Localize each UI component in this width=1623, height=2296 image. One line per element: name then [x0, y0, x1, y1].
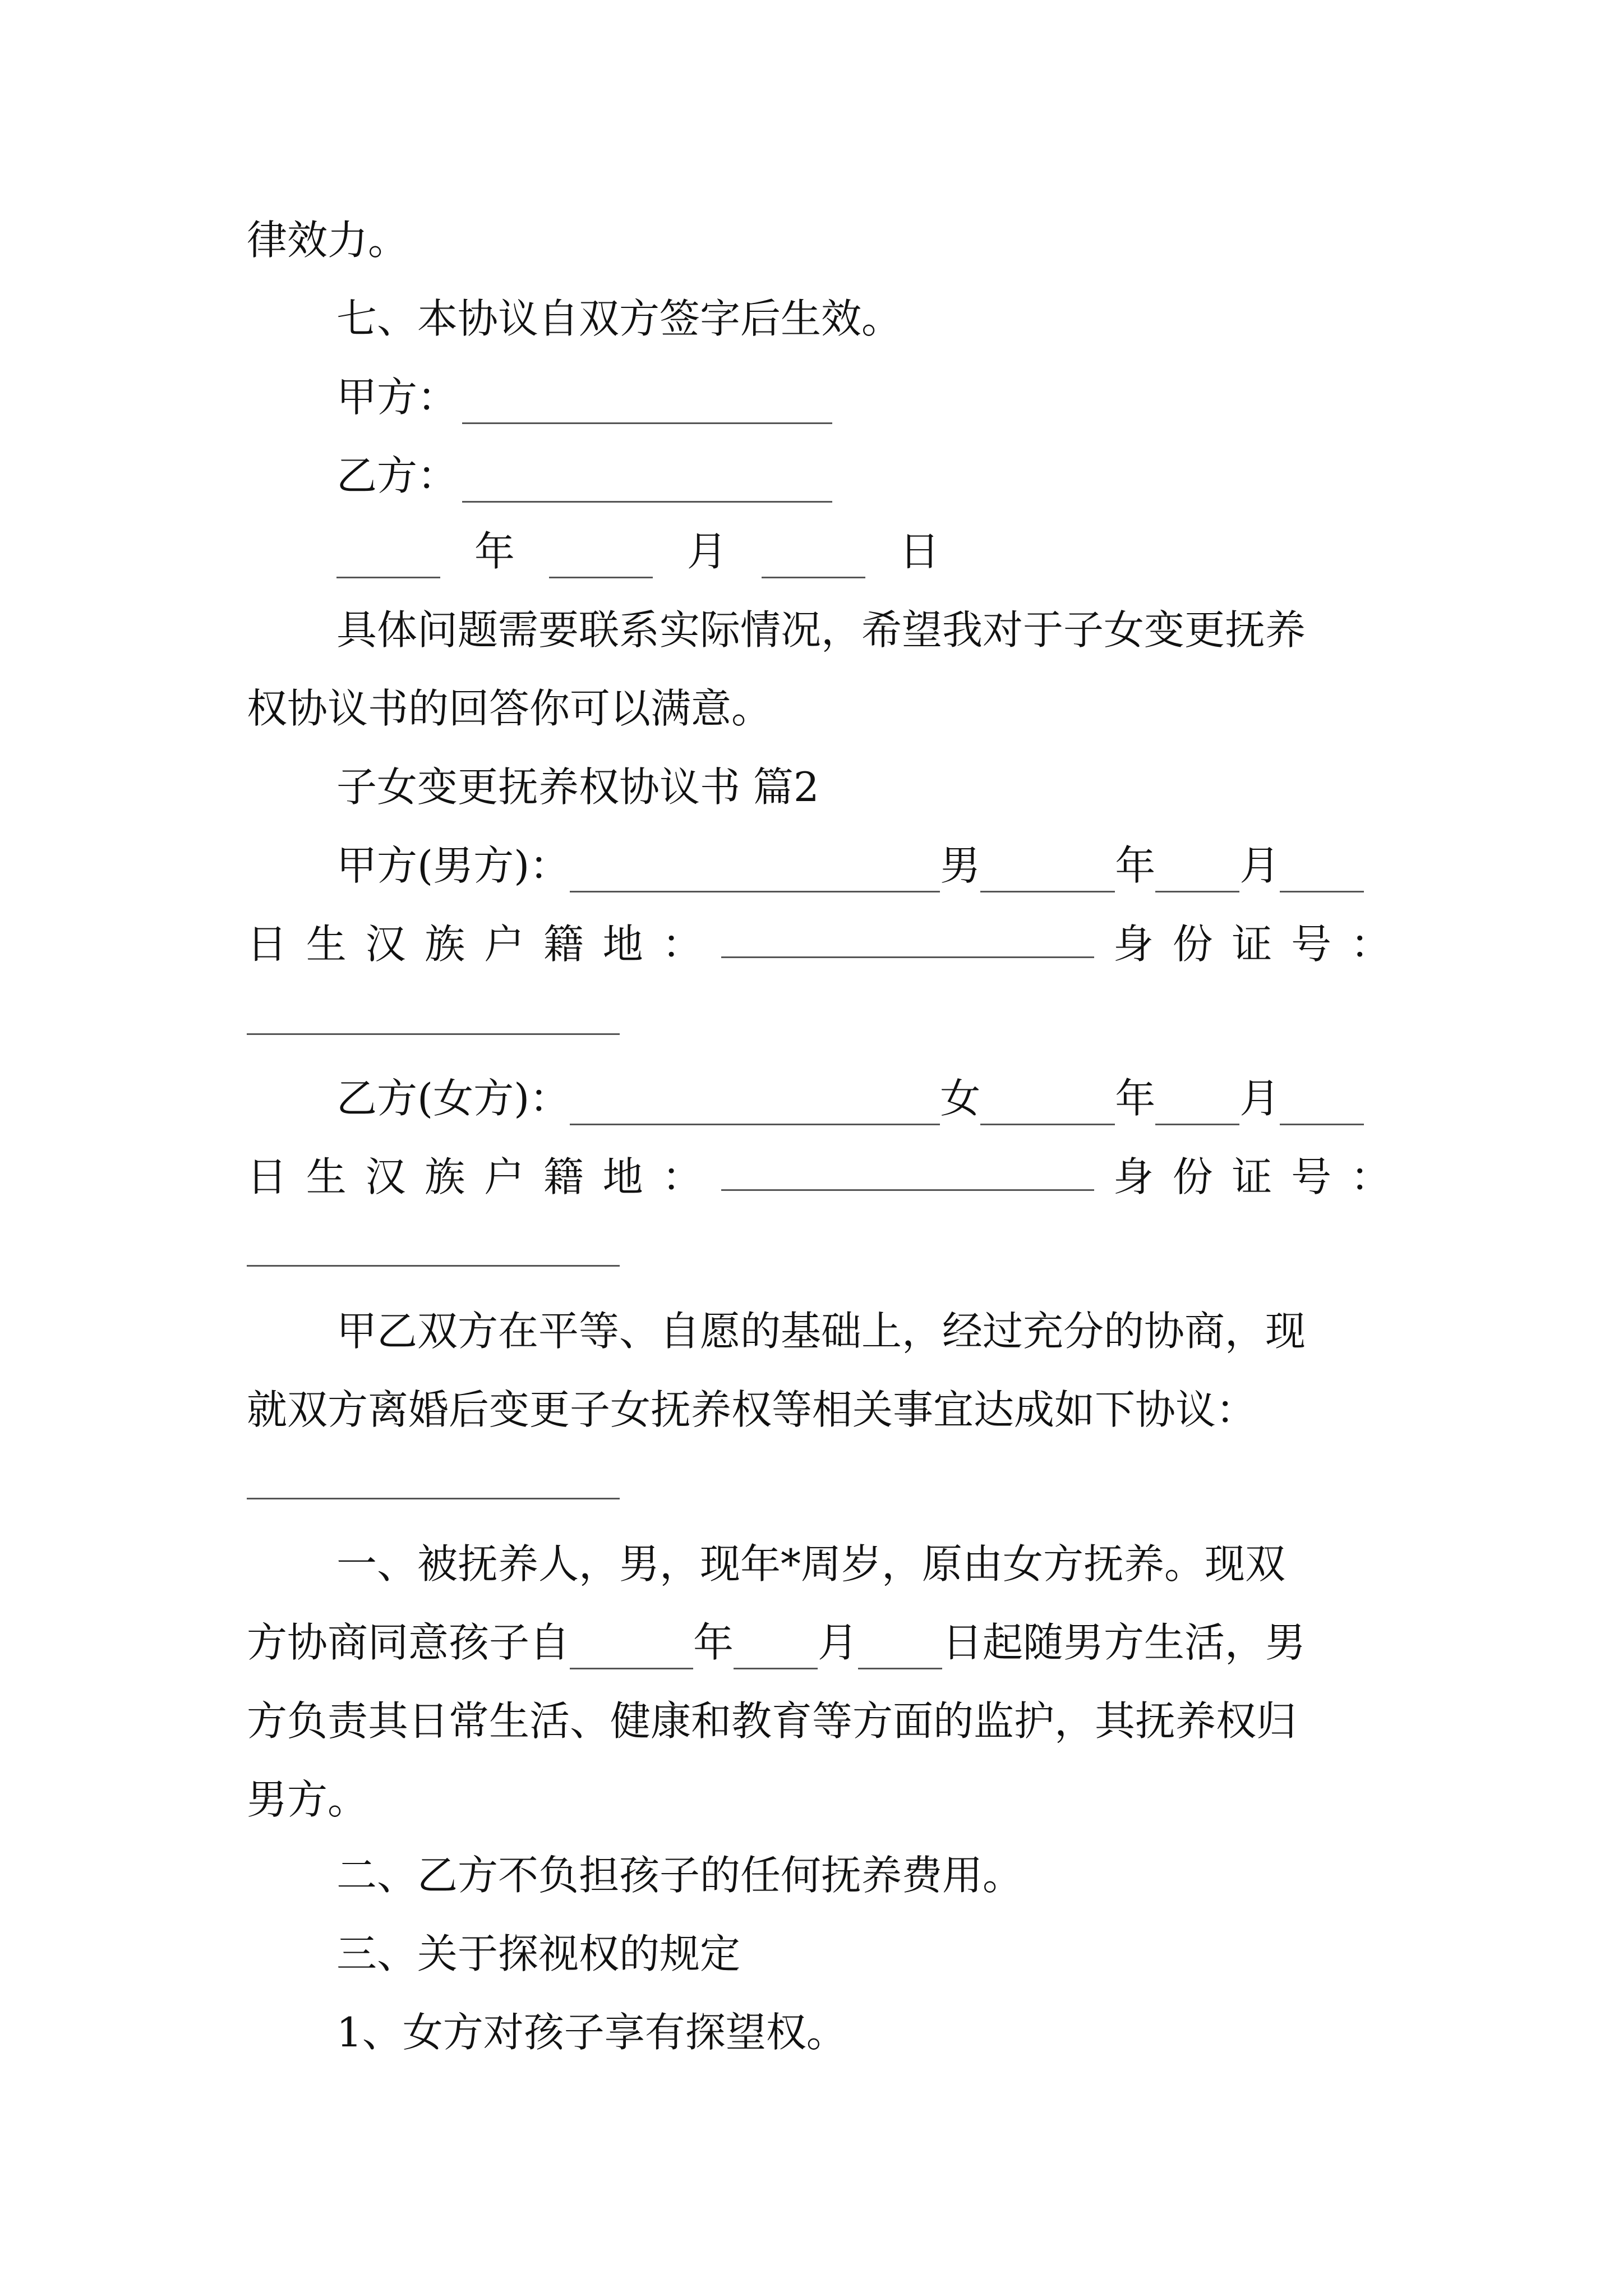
text-line — [247, 213, 1391, 267]
text-line — [247, 1383, 1391, 1437]
day-label: 日 — [899, 528, 940, 575]
month-label: 月 — [686, 528, 727, 575]
text-segment: 方协商同意孩子自 — [247, 1619, 570, 1666]
year-blank — [980, 1084, 1115, 1125]
text-line-content: 律效力。 — [247, 217, 409, 264]
text-line — [247, 1773, 1391, 1826]
signature-blank — [462, 462, 832, 503]
party-b-label: 乙方(女方)： — [336, 1075, 570, 1122]
text-char: ： — [1350, 1153, 1391, 1200]
clause-one — [247, 1537, 1391, 1591]
text-line-content: 方负责其日常生活、健康和教育等方面的监护，其抚养权归 — [247, 1697, 1297, 1745]
text-char: 户 — [484, 921, 525, 968]
text-char: 身 — [1113, 921, 1154, 968]
text-char: ： — [662, 1153, 703, 1200]
party-a-label: 甲方(男方)： — [336, 842, 570, 889]
text-char: ： — [1350, 921, 1391, 968]
id-number-blank — [247, 1033, 620, 1035]
text-line-content: 一、被抚养人，男，现年*周岁，原由女方抚养。现双 — [336, 1540, 1286, 1588]
text-char: 证 — [1232, 1153, 1272, 1200]
party-b-info — [247, 1071, 1391, 1125]
text-char: 籍 — [543, 1153, 584, 1200]
text-line — [247, 603, 1391, 657]
text-line — [247, 682, 1391, 735]
text-char: 户 — [484, 1153, 525, 1200]
name-blank — [570, 852, 940, 892]
party-b-label: 乙方： — [336, 452, 458, 499]
year-label: 年 — [693, 1619, 734, 1666]
text-line-content: 甲乙双方在平等、自愿的基础上，经过充分的协商，现 — [336, 1308, 1306, 1355]
clause-three — [247, 1927, 1391, 1981]
year-blank — [570, 1628, 693, 1669]
clause-seven — [247, 292, 1391, 346]
party-b-signature — [247, 449, 1391, 503]
text-char: 日 — [247, 1153, 288, 1200]
month-label: 月 — [1239, 1075, 1280, 1122]
gender-label: 男 — [940, 842, 981, 889]
section-heading — [247, 760, 1391, 814]
text-char: 份 — [1172, 921, 1213, 968]
month-label: 月 — [818, 1619, 859, 1666]
month-blank — [1155, 1084, 1239, 1125]
party-a-residence — [247, 917, 1391, 971]
text-char: 生 — [306, 1153, 347, 1200]
text-line — [247, 1304, 1391, 1358]
text-char: 号 — [1291, 921, 1332, 968]
signature-blank — [462, 383, 832, 424]
party-a-info — [247, 839, 1391, 892]
party-a-signature — [247, 370, 1391, 424]
text-line-content: 1、女方对孩子享有探望权。 — [336, 2009, 847, 2056]
text-line-content: 男方。 — [247, 1776, 368, 1823]
year-blank — [980, 852, 1115, 892]
text-char: 生 — [306, 921, 347, 968]
text-segment: 日起随男方生活，男 — [942, 1619, 1306, 1666]
text-char: 籍 — [543, 921, 584, 968]
text-char: 族 — [425, 1153, 465, 1200]
residence-blank — [721, 1150, 1094, 1191]
month-blank — [1155, 852, 1239, 892]
text-line-content: 就双方离婚后变更子女抚养权等相关事宜达成如下协议： — [247, 1386, 1257, 1433]
year-blank — [336, 537, 440, 578]
clause-one-date — [247, 1616, 1391, 1669]
year-label: 年 — [1115, 842, 1156, 889]
sub-clause-one — [247, 2005, 1391, 2059]
month-blank — [549, 537, 653, 578]
section-title: 子女变更抚养权协议书 篇2 — [336, 763, 819, 811]
party-a-label: 甲方： — [336, 374, 458, 421]
text-char: 身 — [1113, 1153, 1154, 1200]
text-line-content: 二、乙方不负担孩子的任何抚养费用。 — [336, 1852, 1023, 1899]
year-label: 年 — [474, 528, 515, 575]
text-line-content: 三、关于探视权的规定 — [336, 1930, 741, 1977]
day-blank — [858, 1628, 942, 1669]
text-char: 地 — [602, 1153, 643, 1200]
text-char: 汉 — [365, 1153, 406, 1200]
id-number-blank — [247, 1265, 620, 1267]
text-char: 地 — [602, 921, 643, 968]
gender-label: 女 — [940, 1075, 981, 1122]
text-char: 汉 — [365, 921, 406, 968]
text-char: 日 — [247, 921, 288, 968]
text-line-content: 权协议书的回答你可以满意。 — [247, 685, 772, 732]
text-char: 族 — [425, 921, 465, 968]
year-label: 年 — [1115, 1075, 1156, 1122]
text-line-content: 七、本协议自双方签字后生效。 — [336, 295, 902, 342]
blank-line — [247, 1498, 620, 1499]
text-char: 证 — [1232, 921, 1272, 968]
text-char: 份 — [1172, 1153, 1213, 1200]
text-line-content: 具体问题需要联系实际情况，希望我对于子女变更抚养 — [336, 606, 1306, 654]
text-line — [247, 1694, 1391, 1748]
signing-date — [247, 524, 1391, 578]
party-b-residence — [247, 1150, 1391, 1204]
month-blank — [734, 1628, 818, 1669]
month-label: 月 — [1239, 842, 1280, 889]
clause-two — [247, 1848, 1391, 1902]
day-blank — [1280, 852, 1364, 892]
name-blank — [570, 1084, 940, 1125]
residence-blank — [721, 917, 1094, 958]
text-char: 号 — [1291, 1153, 1332, 1200]
text-char: ： — [662, 921, 703, 968]
day-blank — [762, 537, 865, 578]
day-blank — [1280, 1084, 1364, 1125]
